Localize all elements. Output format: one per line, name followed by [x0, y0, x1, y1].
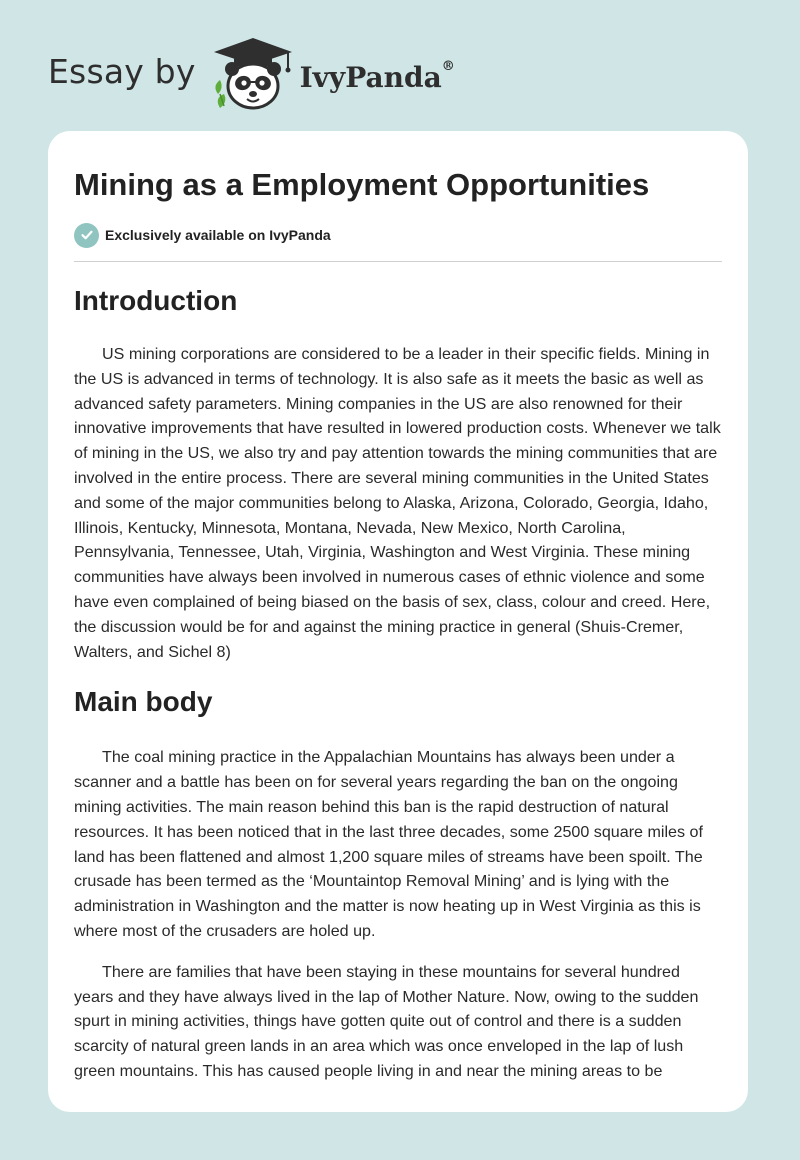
- site-header: [48, 34, 455, 114]
- title-divider: [74, 261, 722, 262]
- main-body-paragraph: The coal mining practice in the Appalachian Mountains has always been under a scanner and a battle has been on for several years regarding the ban on the ongoing mining activities. The main reason behind this ban is the rapid destruction of natural resources. It has been noticed that in the last three decades, some 2500 square miles of land has been flattened and almost 1,200 square miles of streams have been spoilt. The crusade has been termed as the ‘Mountaintop Removal Mining’ and is lying with the administration in Washington and the matter is now heating up in West Virginia as this is where most of the crusaders are holed up.: [74, 748, 703, 940]
- registered-mark: ®: [441, 58, 455, 74]
- panda-graduate-logo-icon[interactable]: [210, 36, 296, 112]
- exclusive-badge: [74, 222, 722, 248]
- brand-name-text: IvyPanda: [299, 60, 442, 94]
- brand-name[interactable]: [299, 58, 455, 94]
- section-heading-introduction: Introduction: [74, 285, 238, 316]
- article-content: [48, 167, 748, 1084]
- essay-by-label: Essay by: [48, 51, 196, 91]
- exclusive-label: Exclusively available on IvyPanda: [105, 227, 331, 243]
- check-circle-icon: [74, 223, 99, 248]
- article-card: [48, 131, 748, 1112]
- section-heading-main-body: Main body: [74, 686, 213, 718]
- introduction-paragraph: US mining corporations are considered to be a leader in their specific fields. Mining in the US is advanced in terms of technology. It is also safe as it meets the basic as well as advanced safety parameters. Mining companies in the US are also renowned for their innovative improvements that have resulted in lowered production costs. Whenever we talk of mining in the US, we also try and pay attention towards the mining communities that are involved in the entire process. There are several mining communities in the United States and some of the major communities belong to Alaska, Arizona, Colorado, Georgia, Idaho, Illinois, Kentucky, Minnesota, Montana, Nevada, New Mexico, North Carolina, Pennsylvania, Tennessee, Utah, Virginia, Washington and West Virginia. These mining communities have always been involved in numerous cases of ethnic violence and some have even complained of being biased on the basis of sex, class, colour and creed. Here, the discussion would be for and against the mining practice in general (Shuis-Cremer, Walters, and Sichel 8): [74, 345, 721, 661]
- article-title: Mining as a Employment Opportunities: [74, 167, 650, 202]
- main-body-paragraph: There are families that have been staying in these mountains for several hundred years and they have always lived in the lap of Mother Nature. Now, owing to the sudden spurt in mining activities, things have gotten quite out of control and there is a sudden scarcity of natural green lands in an area which was once enveloped in the lap of lush green mountains. This has caused people living in and near the mining areas to be: [74, 962, 699, 1080]
